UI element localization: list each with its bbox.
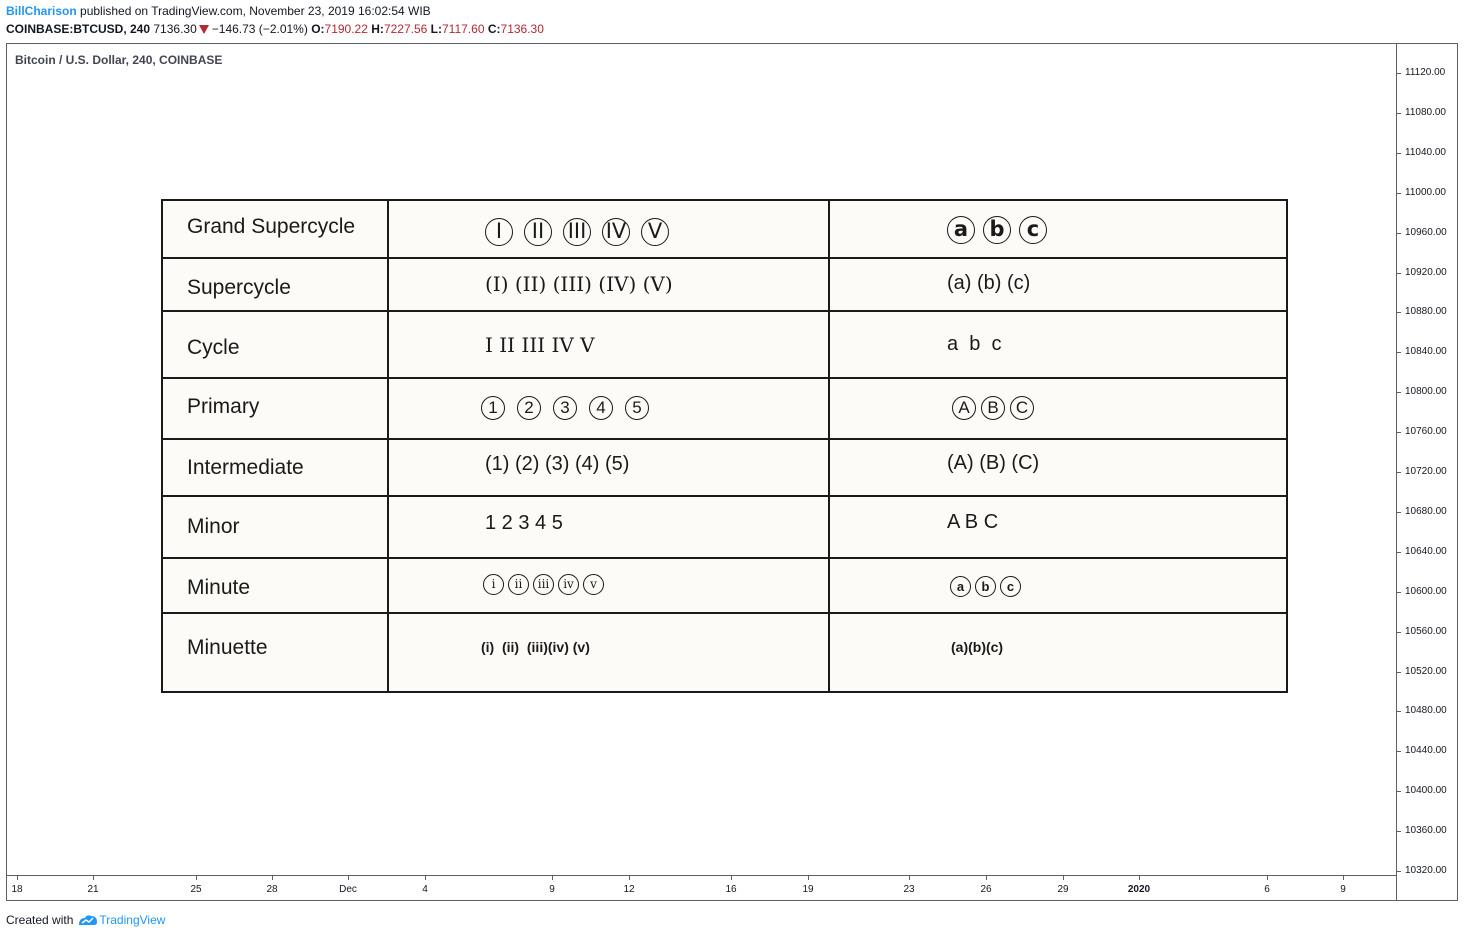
- wave-mark: C: [1010, 396, 1034, 420]
- time-tick-label: 26: [980, 884, 992, 895]
- price-change: −146.73 (−2.01%): [211, 22, 308, 36]
- wave-mark: V: [641, 218, 669, 246]
- tradingview-link[interactable]: TradingView: [99, 913, 166, 927]
- price-tick: [1397, 312, 1401, 313]
- wave-mark: II: [524, 218, 552, 246]
- time-tick-label: 16: [725, 884, 737, 895]
- time-tick: [1063, 876, 1064, 880]
- wave-mark: 4: [589, 396, 613, 420]
- time-tick-label: 19: [802, 884, 814, 895]
- time-tick-label: 18: [11, 884, 23, 895]
- wave-mark: iii: [533, 574, 554, 595]
- wave-mark: IV: [602, 218, 630, 246]
- price-tick: [1397, 751, 1401, 752]
- symbol-label: COINBASE:BTCUSD, 240: [6, 22, 151, 36]
- price-tick: [1397, 831, 1401, 832]
- wave-mark: i: [483, 574, 504, 595]
- open-value: 7190.22: [324, 22, 368, 36]
- price-tick: [1397, 512, 1401, 513]
- author-link[interactable]: BillCharison: [6, 4, 77, 18]
- degree-label: Minor: [187, 515, 240, 538]
- price-tick: [1397, 392, 1401, 393]
- open-label: O:: [311, 22, 325, 36]
- corrective-labels: a b c: [947, 333, 1002, 355]
- time-tick: [17, 876, 18, 880]
- wave-mark: a: [950, 576, 971, 597]
- price-tick-label: 11040.00: [1405, 146, 1446, 158]
- time-tick: [986, 876, 987, 880]
- degree-label: Minute: [187, 576, 251, 599]
- wave-mark: I: [485, 218, 513, 246]
- time-tick: [348, 876, 349, 880]
- wave-mark: III: [563, 218, 591, 246]
- price-tick-label: 10320.00: [1405, 865, 1447, 876]
- price-tick: [1397, 193, 1401, 194]
- price-tick-label: 10720.00: [1405, 466, 1447, 477]
- wave-mark: 3: [553, 396, 577, 420]
- wave-mark: B: [981, 396, 1005, 420]
- price-tick-label: 11000.00: [1405, 186, 1446, 198]
- wave-mark: A: [952, 396, 976, 420]
- price-tick-label: 10800.00: [1405, 386, 1447, 398]
- time-tick-label: 2020: [1127, 884, 1151, 895]
- wave-mark: 1: [481, 396, 505, 420]
- price-tick-label: 11120.00: [1405, 67, 1446, 78]
- price-tick-label: 10560.00: [1405, 625, 1447, 637]
- wave-mark: b: [975, 576, 996, 597]
- series-legend: Bitcoin / U.S. Dollar, 240, COINBASE: [15, 53, 223, 67]
- time-tick-label: 21: [87, 884, 99, 895]
- wave-mark: 2: [517, 396, 541, 420]
- time-tick-label: 4: [422, 884, 428, 895]
- table-row: [163, 377, 1286, 438]
- time-tick: [196, 876, 197, 880]
- time-tick-label: 9: [549, 884, 555, 895]
- price-tick: [1397, 711, 1401, 712]
- time-tick: [272, 876, 273, 880]
- time-tick: [1139, 876, 1140, 880]
- price-tick-label: 10760.00: [1405, 426, 1447, 438]
- table-row: [163, 612, 1286, 691]
- price-tick: [1397, 432, 1401, 433]
- down-arrow-icon: [199, 25, 209, 34]
- time-tick: [93, 876, 94, 880]
- high-label: H:: [371, 22, 384, 36]
- impulse-labels: [485, 218, 680, 246]
- last-price: 7136.30: [153, 22, 197, 36]
- table-row: [163, 557, 1286, 612]
- corrective-labels: (a)(b)(c): [951, 639, 1004, 655]
- price-tick: [1397, 153, 1401, 154]
- degree-label: Cycle: [187, 336, 240, 359]
- price-tick-label: 10960.00: [1405, 226, 1447, 238]
- low-value: 7117.60: [442, 22, 485, 36]
- corrective-labels: [950, 576, 1025, 597]
- price-axis[interactable]: [1397, 43, 1458, 875]
- price-tick: [1397, 871, 1401, 872]
- time-tick-label: 28: [266, 884, 278, 895]
- elliott-wave-table[interactable]: [161, 199, 1288, 693]
- degree-label: Grand Supercycle: [187, 215, 356, 238]
- impulse-labels: [483, 574, 608, 595]
- impulse-labels: 1 2 3 4 5: [485, 512, 563, 534]
- price-tick: [1397, 352, 1401, 353]
- degree-label: Intermediate: [187, 456, 304, 479]
- published-text: published on TradingView.com, November 23, 2019 16:02:54 WIB: [76, 4, 431, 18]
- price-tick: [1397, 73, 1401, 74]
- price-tick: [1397, 552, 1401, 553]
- close-value: 7136.30: [500, 22, 544, 36]
- table-row: [163, 201, 1286, 257]
- created-with-label: Created with: [6, 913, 74, 927]
- price-tick-label: 10920.00: [1405, 266, 1447, 278]
- impulse-labels: (i) (ii) (iii)(iv) (v): [481, 639, 590, 655]
- time-tick: [552, 876, 553, 880]
- low-label: L:: [430, 22, 442, 36]
- publish-info: [6, 4, 431, 18]
- degree-label: Primary: [187, 395, 260, 418]
- impulse-labels: [481, 396, 661, 420]
- price-tick-label: 10360.00: [1405, 825, 1447, 837]
- time-tick: [1267, 876, 1268, 880]
- wave-mark: b: [983, 216, 1011, 244]
- price-tick: [1397, 273, 1401, 274]
- price-tick-label: 10680.00: [1405, 505, 1447, 517]
- wave-mark: v: [583, 574, 604, 595]
- price-tick-label: 10440.00: [1405, 745, 1447, 757]
- price-tick: [1397, 472, 1401, 473]
- time-tick-label: 25: [190, 884, 202, 895]
- time-tick: [808, 876, 809, 880]
- close-label: C:: [487, 22, 501, 36]
- price-tick-label: 11080.00: [1405, 106, 1446, 118]
- degree-label: Minuette: [187, 636, 268, 659]
- wave-mark: iv: [558, 574, 579, 595]
- corrective-labels: (a) (b) (c): [947, 272, 1031, 294]
- time-tick: [1343, 876, 1344, 880]
- footer-credit: [6, 913, 165, 930]
- price-tick: [1397, 233, 1401, 234]
- price-tick-label: 10600.00: [1405, 585, 1447, 597]
- corrective-labels: A B C: [947, 511, 999, 533]
- table-row: [163, 495, 1286, 557]
- time-tick-label: 9: [1340, 884, 1346, 895]
- price-tick: [1397, 632, 1401, 633]
- time-tick-label: 23: [903, 884, 915, 895]
- corrective-labels: [952, 396, 1039, 420]
- wave-mark: ii: [508, 574, 529, 595]
- wave-mark: 5: [625, 396, 649, 420]
- time-tick: [425, 876, 426, 880]
- price-tick-label: 10840.00: [1405, 346, 1447, 358]
- wave-mark: c: [1000, 576, 1021, 597]
- time-tick: [909, 876, 910, 880]
- impulse-labels: (I) (II) (III) (IV) (V): [485, 272, 673, 296]
- table-row: [163, 438, 1286, 495]
- price-tick-label: 10640.00: [1405, 545, 1447, 557]
- price-tick: [1397, 113, 1401, 114]
- high-value: 7227.56: [383, 22, 428, 36]
- price-tick-label: 10400.00: [1405, 785, 1447, 797]
- corrective-labels: (A) (B) (C): [947, 452, 1040, 474]
- table-row: [163, 310, 1286, 377]
- time-tick: [731, 876, 732, 880]
- price-tick: [1397, 791, 1401, 792]
- time-tick: [629, 876, 630, 880]
- impulse-labels: I II III IV V: [485, 333, 595, 357]
- price-tick: [1397, 672, 1401, 673]
- wave-mark: a: [947, 216, 975, 244]
- price-tick: [1397, 592, 1401, 593]
- time-tick-label: 12: [623, 884, 635, 895]
- tradingview-logo-icon: [77, 913, 99, 930]
- time-axis[interactable]: [6, 876, 1397, 901]
- price-tick-label: 10480.00: [1405, 705, 1447, 717]
- time-tick-label: 29: [1057, 884, 1069, 895]
- time-tick-label: 6: [1264, 884, 1270, 895]
- table-row: [163, 257, 1286, 310]
- degree-label: Supercycle: [187, 276, 291, 299]
- corrective-labels: [947, 216, 1058, 244]
- impulse-labels: (1) (2) (3) (4) (5): [485, 453, 630, 475]
- time-tick-label: Dec: [339, 884, 357, 895]
- ohlc-bar: [6, 22, 544, 36]
- wave-mark: c: [1019, 216, 1047, 244]
- price-tick-label: 10880.00: [1405, 306, 1447, 318]
- price-tick-label: 10520.00: [1405, 665, 1447, 677]
